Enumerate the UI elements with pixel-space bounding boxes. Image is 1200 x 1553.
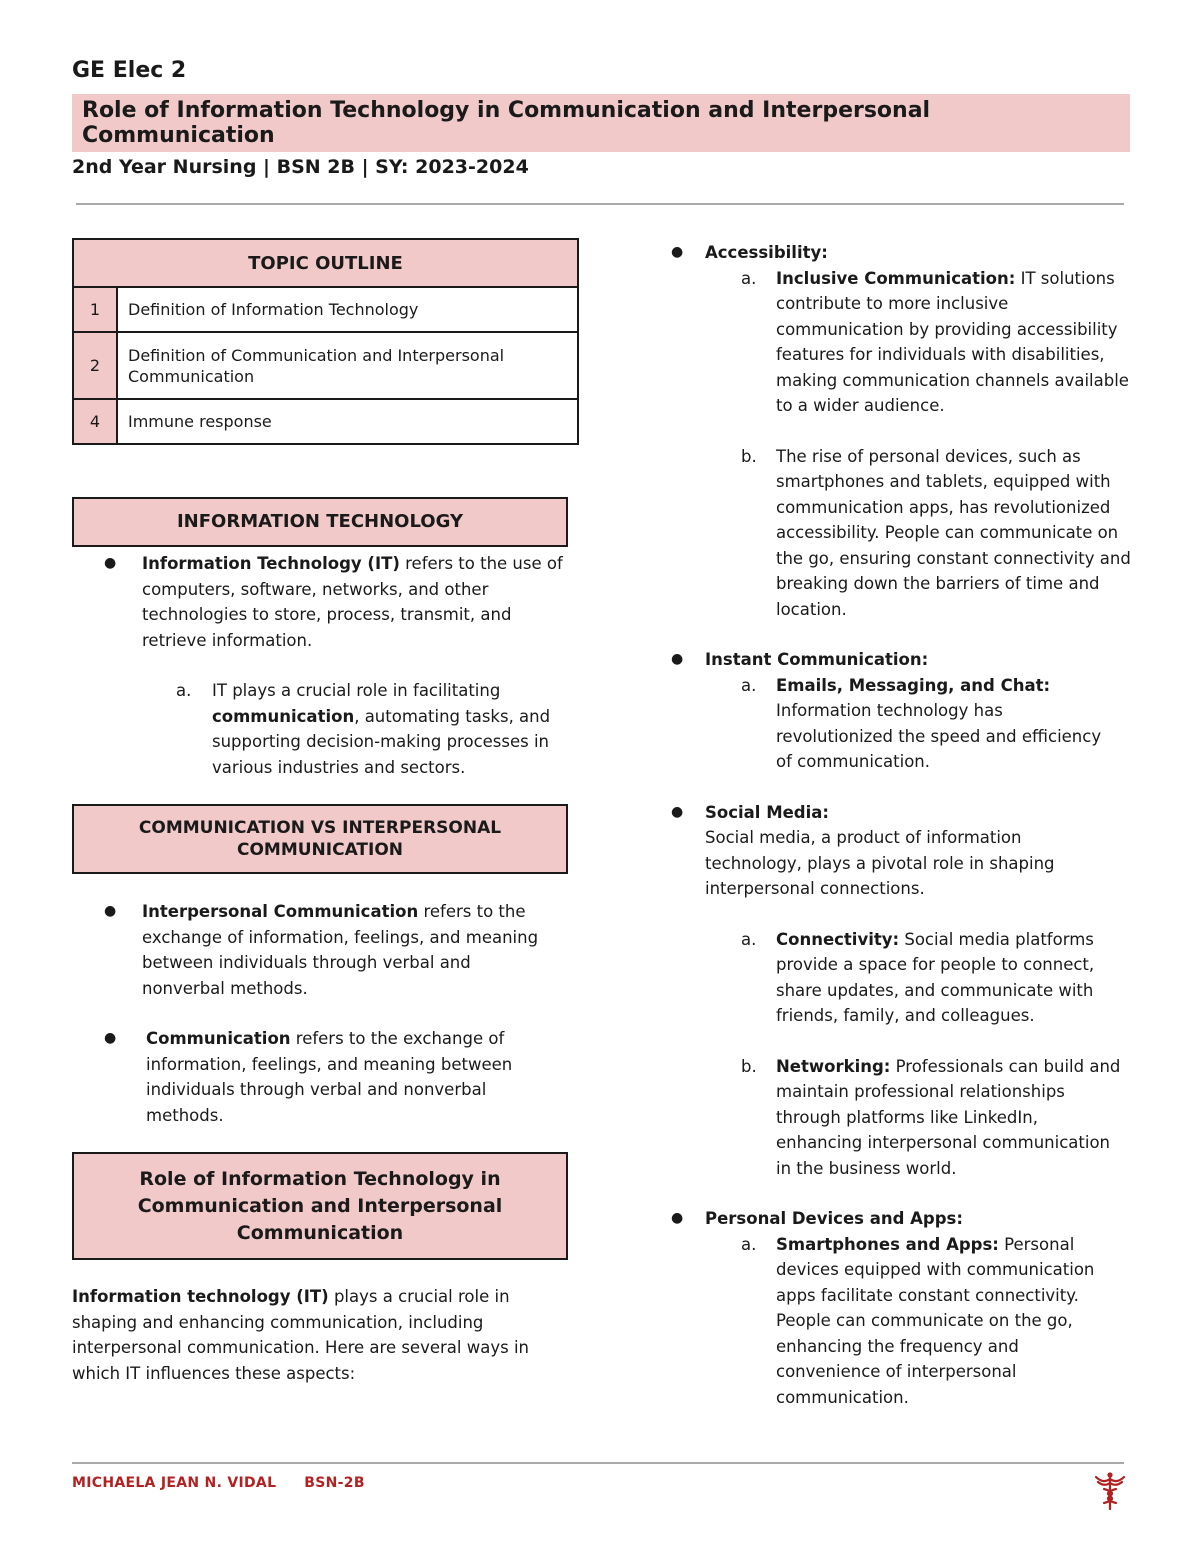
smartphones-title: Smartphones and Apps: [776,1234,999,1254]
page-title: Role of Information Technology in Communication and Interpersonal Communication [82,98,931,148]
list-item [665,647,1135,673]
personal-devices-text: The rise of personal devices, such as smartphones and tablets, equipped with communication apps, has revolutionized accessibility. People can communicate on the go, ensuring constant connectivity and breaking down the barriers of time and location. [776,446,1131,619]
table-row [73,399,578,444]
sub-marker: a. [741,929,757,949]
role-intro [72,1284,550,1386]
comm-section-body [72,899,580,1128]
instant-title: Instant Communication: [705,650,929,669]
communication-definition: refers to the exchange of information, feelings, and meaning between individuals through verbal and nonverbal methods. [146,1029,513,1125]
list-item [665,1206,1135,1232]
list-item [665,1232,1106,1411]
outline-number: 1 [73,287,117,332]
bullet-icon: ● [671,651,684,667]
bullet-icon: ● [104,1030,117,1046]
list-item [665,240,1135,266]
networking-title: Networking: [776,1056,891,1076]
devices-title: Personal Devices and Apps: [705,1209,963,1228]
list-item [665,927,1116,1029]
sub-marker: a. [741,268,757,288]
list-item [72,678,564,780]
inclusive-title: Inclusive Communication: [776,268,1016,288]
footer [72,1475,393,1491]
title-band [72,94,1130,152]
interpersonal-definition: refers to the exchange of information, feelings, and meaning between individuals through verbal and nonverbal methods. [142,902,539,998]
list-item [72,551,580,653]
left-column [72,238,580,1386]
emails-title: Emails, Messaging, and Chat: [776,675,1051,695]
caduceus-icon [1093,1471,1127,1511]
bullet-icon: ● [671,244,684,260]
sub-marker: a. [741,1234,757,1254]
bullet-icon: ● [104,555,117,571]
interpersonal-term: Interpersonal Communication [142,902,419,921]
connectivity-title: Connectivity: [776,929,900,949]
course-label: GE Elec 2 [72,58,187,83]
list-item [665,444,1135,623]
communication-term: Communication [146,1029,291,1048]
footer-divider [72,1462,1124,1464]
table-row [73,287,578,332]
sub-marker: b. [741,446,757,466]
it-sub-pre: IT plays a crucial role in facilitating [212,681,501,700]
outline-text: Definition of Communication and Interpersonal Communication [117,332,578,399]
bullet-icon: ● [104,903,117,919]
right-column [665,240,1135,1410]
list-item [72,899,554,1001]
footer-section: BSN-2B [304,1475,365,1491]
outline-text: Immune response [117,399,578,444]
inclusive-text: IT solutions contribute to more inclusive communication by providing accessibility features for individuals with disabilities, making communication channels available to a wider audience. [776,268,1129,415]
footer-author: MICHAELA JEAN N. VIDAL [72,1475,277,1491]
topic-outline-table [72,238,579,445]
it-sub-bold: communication [212,706,355,726]
outline-text: Definition of Information Technology [117,287,578,332]
accessibility-title: Accessibility: [705,243,828,262]
smartphones-text: Personal devices equipped with communication apps facilitate constant connectivity. People can communicate on the go, enhancing the frequency and convenience of interpersonal communication. [776,1234,1095,1407]
role-intro-bold: Information technology (IT) [72,1287,329,1306]
header-divider [76,203,1124,205]
outline-number: 4 [73,399,117,444]
sub-marker: a. [741,675,757,695]
table-row [73,332,578,399]
social-intro: Social media, a product of information technology, plays a pivotal role in shaping interpersonal connections. [705,828,1055,898]
bullet-icon: ● [671,1210,684,1226]
connectivity-text: Social media platforms provide a space for people to connect, share updates, and communicate with friends, family, and colleagues. [776,929,1095,1025]
list-item [72,1026,526,1128]
list-item [665,673,1116,775]
emails-text: Information technology has revolutionized the speed and efficiency of communication. [776,701,1102,771]
sub-marker: b. [741,1056,757,1076]
comm-section-heading [72,804,568,874]
it-section-heading: INFORMATION TECHNOLOGY [72,497,568,547]
it-term: Information Technology (IT) [142,554,400,573]
outline-number: 2 [73,332,117,399]
bullet-icon: ● [671,803,684,820]
it-definition: refers to the use of computers, software, networks, and other technologies to store, process, transmit, and retrieve information. [142,554,563,650]
networking-text: Professionals can build and maintain professional relationships through platforms like LinkedIn, enhancing interpersonal communication in the business world. [776,1056,1121,1178]
page-subtitle: 2nd Year Nursing | BSN 2B | SY: 2023-2024 [72,156,529,178]
list-item [665,800,1075,902]
list-item [665,1054,1126,1182]
it-section-body [72,551,580,780]
role-heading-text: Role of Information Technology in Communication and Interpersonal Communication [137,1167,503,1244]
sub-marker: a. [176,681,192,700]
role-intro-text: plays a crucial role in shaping and enhancing communication, including interpersonal communication. Here are several ways in which IT influences these aspects: [72,1287,529,1383]
social-title: Social Media: [705,802,829,822]
role-section-heading [72,1152,568,1260]
topic-outline-heading: TOPIC OUTLINE [73,239,578,287]
comm-heading-text: COMMUNICATION VS INTERPERSONAL COMMUNICATION [138,818,502,860]
it-sub-post: , automating tasks, and supporting decision-making processes in various industries and sectors. [212,706,551,777]
list-item [665,266,1135,419]
